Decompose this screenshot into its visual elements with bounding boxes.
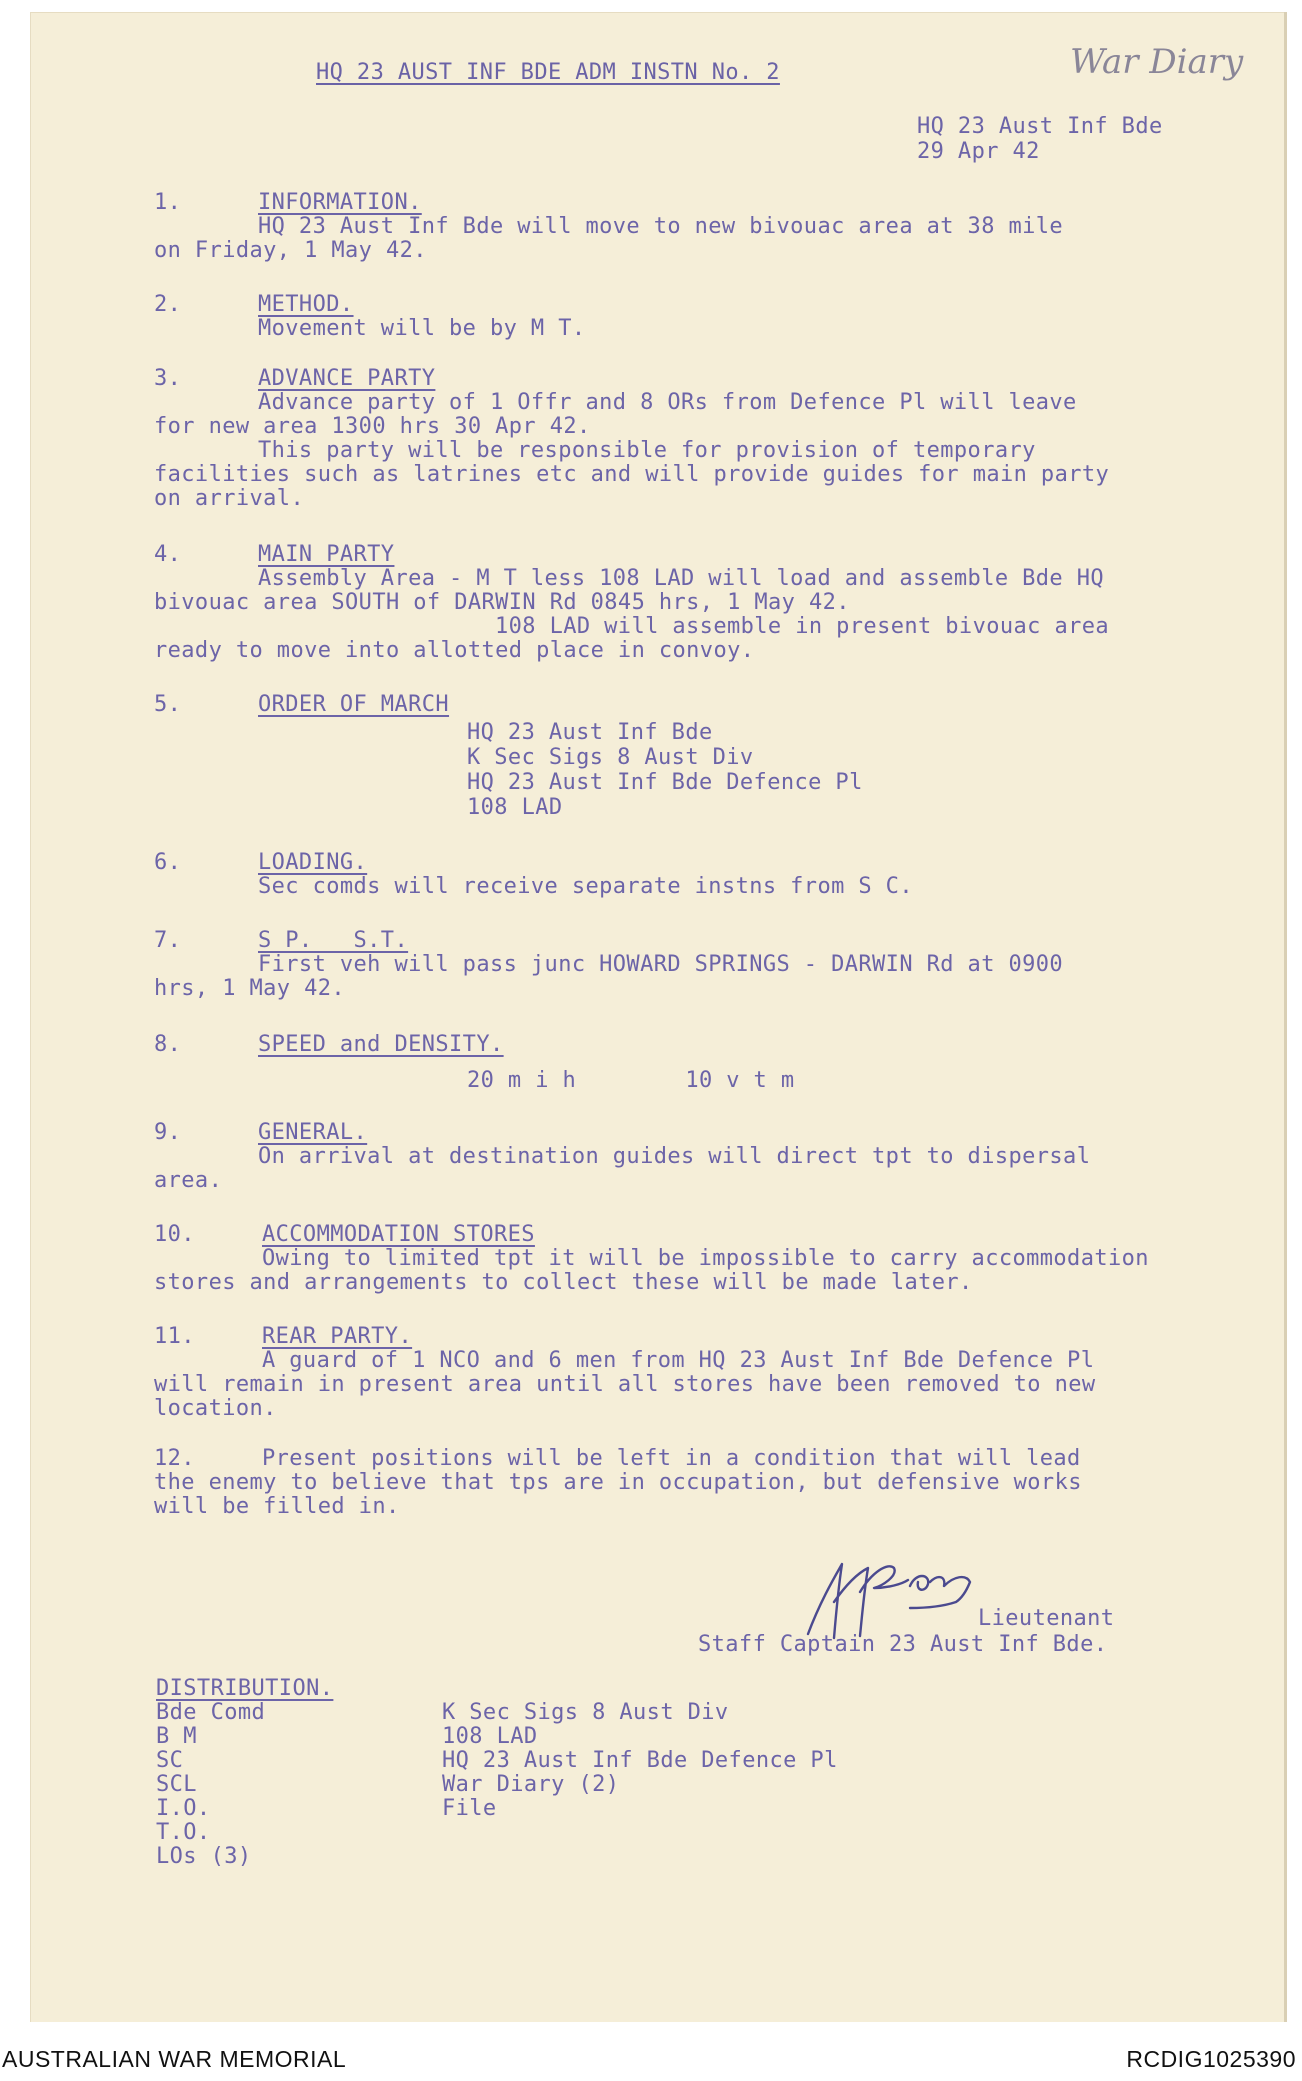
section-line: First veh will pass junc HOWARD SPRINGS - DARWIN Rd at 0900 [258, 952, 1064, 977]
section-line: Movement will be by M T. [258, 316, 586, 341]
section-line: ready to move into allotted place in convoy. [154, 638, 755, 663]
section-number: 12. [154, 1446, 195, 1471]
distribution-left-item: B M [156, 1724, 197, 1749]
distribution-right-item: 108 LAD [442, 1724, 538, 1749]
origin-line: HQ 23 Aust Inf Bde [917, 114, 1163, 139]
section-heading: REAR PARTY. [262, 1324, 413, 1349]
section-line: facilities such as latrines etc and will provide guides for main party [154, 462, 1110, 487]
distribution-right-item: HQ 23 Aust Inf Bde Defence Pl [442, 1748, 838, 1773]
section-number: 7. [154, 928, 182, 953]
distribution-left-item: I.O. [156, 1796, 211, 1821]
footer-archive-name: AUSTRALIAN WAR MEMORIAL [2, 2046, 347, 2072]
section-number: 9. [154, 1120, 182, 1145]
distribution-left-item: T.O. [156, 1820, 211, 1845]
signatory-rank: Lieutenant [978, 1606, 1115, 1631]
signatory-appointment: Staff Captain 23 Aust Inf Bde. [698, 1632, 1108, 1657]
section-line: HQ 23 Aust Inf Bde will move to new bivouac area at 38 mile [258, 214, 1064, 239]
section-line: on Friday, 1 May 42. [154, 238, 427, 263]
section-line: will remain in present area until all stores have been removed to new [154, 1372, 1096, 1397]
distribution-right-item: War Diary (2) [442, 1772, 620, 1797]
section-number: 2. [154, 292, 182, 317]
section-line: on arrival. [154, 486, 305, 511]
section-heading: METHOD. [258, 292, 354, 317]
handwritten-note: War Diary [1070, 42, 1244, 82]
section-line: stores and arrangements to collect these will be made later. [154, 1270, 973, 1295]
march-order-item: K Sec Sigs 8 Aust Div [467, 745, 754, 770]
section-number: 11. [154, 1324, 195, 1349]
section-line: area. [154, 1168, 223, 1193]
document-title: HQ 23 AUST INF BDE ADM INSTN No. 2 [316, 60, 780, 85]
section-line: Owing to limited tpt it will be impossible to carry accommodation [262, 1246, 1149, 1271]
section-line: This party will be responsible for provision of temporary [258, 438, 1036, 463]
section-line: for new area 1300 hrs 30 Apr 42. [154, 414, 591, 439]
section-line: bivouac area SOUTH of DARWIN Rd 0845 hrs, 1 May 42. [154, 590, 850, 615]
section-heading: ACCOMMODATION STORES [262, 1222, 535, 1247]
document-page [30, 12, 1287, 2022]
march-order-item: HQ 23 Aust Inf Bde Defence Pl [467, 770, 863, 795]
section-heading: GENERAL. [258, 1120, 368, 1145]
section-line: On arrival at destination guides will direct tpt to dispersal [258, 1144, 1091, 1169]
march-order-item: 108 LAD [467, 795, 563, 820]
section-number: 8. [154, 1032, 182, 1057]
section-number: 4. [154, 542, 182, 567]
distribution-right-item: File [442, 1796, 497, 1821]
section-heading: SPEED and DENSITY. [258, 1032, 504, 1057]
section-number: 5. [154, 692, 182, 717]
section-line: will be filled in. [154, 1494, 400, 1519]
distribution-left-item: Bde Comd [156, 1700, 266, 1725]
section-number: 6. [154, 850, 182, 875]
section-line: Advance party of 1 Offr and 8 ORs from Defence Pl will leave [258, 390, 1077, 415]
section-heading: LOADING. [258, 850, 368, 875]
march-order-item: HQ 23 Aust Inf Bde [467, 720, 713, 745]
speed-density-values: 20 m i h 10 v t m [467, 1068, 795, 1093]
section-heading: ADVANCE PARTY [258, 366, 436, 391]
section-number: 10. [154, 1222, 195, 1247]
section-line: Sec comds will receive separate instns from S C. [258, 874, 913, 899]
section-line: location. [154, 1396, 277, 1421]
distribution-heading: DISTRIBUTION. [156, 1676, 334, 1701]
section-line: 108 LAD will assemble in present bivouac area [495, 614, 1110, 639]
date-line: 29 Apr 42 [917, 139, 1040, 164]
section-number: 1. [154, 190, 182, 215]
section-heading: MAIN PARTY [258, 542, 395, 567]
distribution-left-item: SC [156, 1748, 184, 1773]
section-heading: S P. S.T. [258, 928, 409, 953]
section-line: the enemy to believe that tps are in occupation, but defensive works [154, 1470, 1082, 1495]
section-line: A guard of 1 NCO and 6 men from HQ 23 Aust Inf Bde Defence Pl [262, 1348, 1095, 1373]
distribution-right-item: K Sec Sigs 8 Aust Div [442, 1700, 729, 1725]
section-line: Present positions will be left in a condition that will lead [262, 1446, 1081, 1471]
distribution-left-item: LOs (3) [156, 1844, 252, 1869]
footer-record-id: RCDIG1025390 [1126, 2046, 1296, 2072]
section-heading: INFORMATION. [258, 190, 422, 215]
section-heading: ORDER OF MARCH [258, 692, 450, 717]
section-line: hrs, 1 May 42. [154, 976, 346, 1001]
section-number: 3. [154, 366, 182, 391]
distribution-left-item: SCL [156, 1772, 197, 1797]
section-line: Assembly Area - M T less 108 LAD will load and assemble Bde HQ [258, 566, 1104, 591]
